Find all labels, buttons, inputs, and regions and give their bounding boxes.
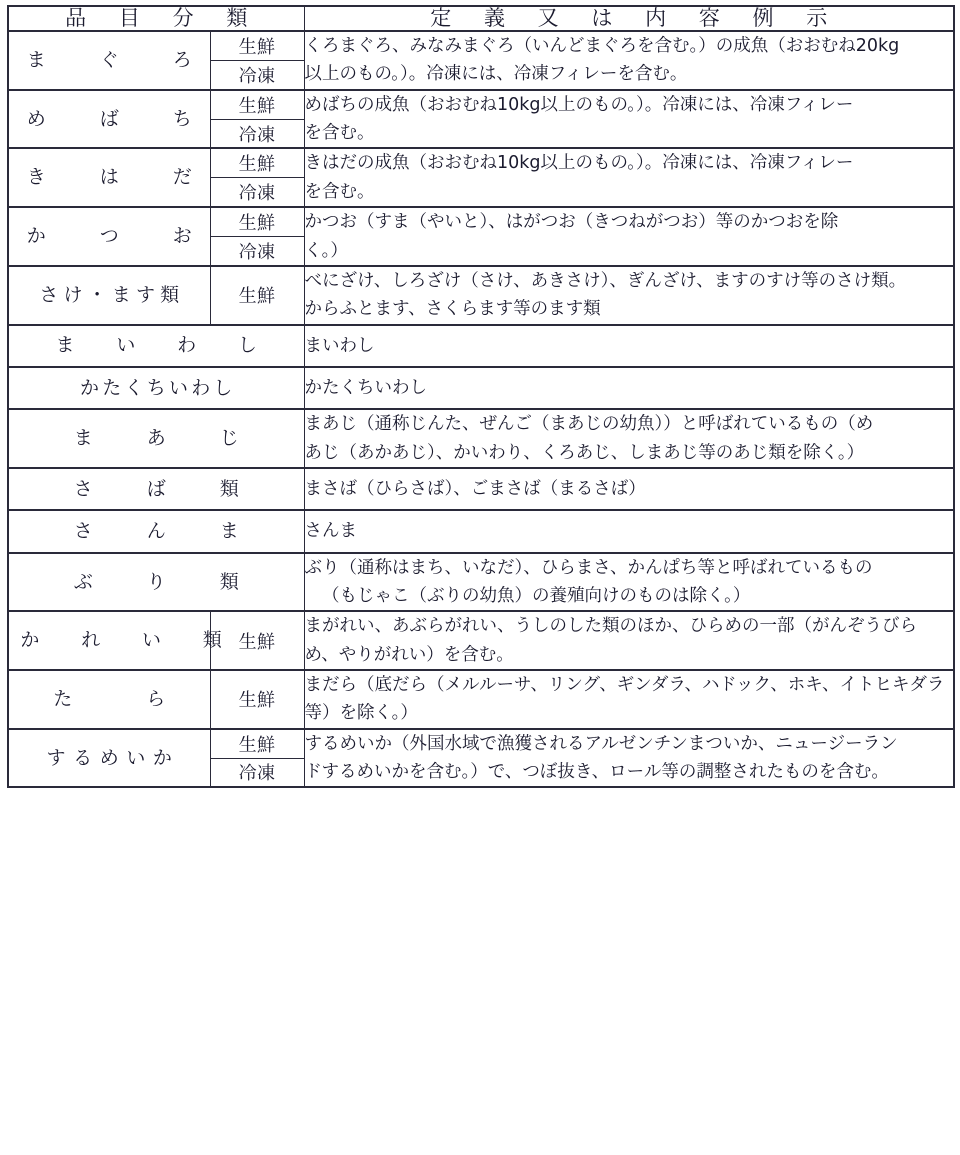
description-line: を含む。 xyxy=(304,181,375,202)
state-cell: 冷凍 xyxy=(210,178,304,207)
column-header-item-classification: 品 目 分 類 xyxy=(8,6,304,31)
description-line: 以上のもの。）。冷凍には、冷凍フィレーを含む。 xyxy=(304,64,688,85)
item-name-cell xyxy=(8,31,210,90)
table-row xyxy=(8,409,954,468)
item-name-cell xyxy=(8,729,210,788)
item-name-cell xyxy=(8,148,210,207)
state-cell: 生鮮 xyxy=(210,729,304,758)
description-line: 等）を除く。） xyxy=(304,703,418,724)
description-line: きはだの成魚（おおむね10kg以上のもの。）。冷凍には、冷凍フィレー xyxy=(304,153,854,174)
item-name: するめいか xyxy=(46,746,180,769)
description-line: さんま xyxy=(304,521,357,542)
state-cell: 冷凍 xyxy=(210,60,304,89)
description-line: めばちの成魚（おおむね10kg以上のもの。）。冷凍には、冷凍フィレー xyxy=(304,94,854,115)
description-line: を含む。 xyxy=(304,123,375,144)
definition-cell xyxy=(304,148,954,207)
definition-cell xyxy=(304,207,954,266)
definition-cell xyxy=(304,729,954,788)
item-name-cell xyxy=(8,553,304,612)
item-name-cell xyxy=(8,90,210,149)
item-name: た ら xyxy=(53,687,193,710)
description-line: べにざけ、しろざけ（さけ、あきさけ）、ぎんざけ、ますのすけ等のさけ類。 xyxy=(304,270,907,291)
item-name: か つ お xyxy=(26,225,210,248)
table-row xyxy=(8,367,954,409)
column-header-definition: 定 義 又 は 内 容 例 示 xyxy=(304,6,954,31)
state-cell: 生鮮 xyxy=(210,31,304,60)
table-header-row xyxy=(8,6,954,31)
item-name-cell xyxy=(8,510,304,552)
table-row xyxy=(8,553,954,612)
item-name: さ ん ま xyxy=(73,520,257,543)
item-name-cell xyxy=(8,325,304,367)
item-name: さ ば 類 xyxy=(73,477,257,500)
state-cell: 冷凍 xyxy=(210,237,304,266)
definition-cell xyxy=(304,409,954,468)
table-row xyxy=(8,90,954,119)
definition-cell xyxy=(304,611,954,670)
state-cell: 生鮮 xyxy=(210,611,304,670)
table-body xyxy=(8,31,954,787)
definition-cell xyxy=(304,510,954,552)
item-name-cell xyxy=(8,611,234,670)
table-row xyxy=(8,611,954,670)
table-row xyxy=(8,266,954,325)
item-name: かたくちいわし xyxy=(80,376,236,399)
item-name: き は だ xyxy=(26,166,210,189)
definition-cell xyxy=(304,553,954,612)
item-name: ま い わ し xyxy=(55,334,269,357)
state-cell: 冷凍 xyxy=(210,119,304,148)
table-header xyxy=(8,6,954,31)
description-line: あじ（あかあじ）、かいわり、くろあじ、しまあじ等のあじ類を除く。） xyxy=(304,442,865,463)
state-cell: 生鮮 xyxy=(210,90,304,119)
state-cell: 生鮮 xyxy=(210,207,304,236)
item-name-cell xyxy=(8,409,304,468)
item-name: さけ・ます類 xyxy=(39,283,185,306)
item-name: か れ い 類 xyxy=(20,629,234,652)
item-name: め ば ち xyxy=(26,107,210,130)
item-name: ま あ じ xyxy=(73,427,257,450)
item-name-cell xyxy=(8,367,304,409)
definition-cell xyxy=(304,367,954,409)
table-row xyxy=(8,31,954,60)
description-line: からふとます、さくらます等のます類 xyxy=(304,299,601,320)
description-line: まさば（ひらさば）、ごまさば（まるさば） xyxy=(304,478,646,499)
description-line: まあじ（通称じんた、ぜんご（まあじの幼魚））と呼ばれているもの（め xyxy=(304,414,874,435)
table-row xyxy=(8,207,954,236)
description-line: （もじゃこ（ぶりの幼魚）の養殖向けのものは除く。） xyxy=(322,585,751,606)
description-line: くろまぐろ、みなみまぐろ（いんどまぐろを含む。）の成魚（おおむね20kg xyxy=(304,36,900,57)
description-line: ドするめいかを含む。）で、つぼ抜き、ロール等の調整されたものを含む。 xyxy=(304,762,889,782)
description-line: まいわし xyxy=(304,335,375,356)
description-line: かつお（すま（やいと）、はがつお（きつねがつお）等のかつおを除 xyxy=(304,212,839,233)
item-name-cell xyxy=(8,468,304,510)
description-line: まだら（底だら（メルルーサ、リング、ギンダラ、ハドック、ホキ、イトヒキダラ xyxy=(304,674,945,695)
description-line: め、やりがれい）を含む。 xyxy=(304,644,514,665)
description-line: まがれい、あぶらがれい、うしのした類のほか、ひらめの一部（がんぞうびら xyxy=(304,616,917,637)
state-cell: 冷凍 xyxy=(210,758,304,787)
definition-cell xyxy=(304,670,954,729)
item-name-cell xyxy=(8,207,210,266)
state-cell: 生鮮 xyxy=(210,148,304,177)
item-classification-table xyxy=(7,5,955,788)
table-row xyxy=(8,670,954,729)
item-name-cell xyxy=(8,266,210,325)
description-line: かたくちいわし xyxy=(304,377,427,398)
description-line: するめいか（外国水域で漁獲されるアルゼンチンまついか、ニュージーラン xyxy=(304,733,898,754)
definition-cell xyxy=(304,468,954,510)
item-name-cell xyxy=(8,670,210,729)
definition-cell xyxy=(304,31,954,90)
definition-cell xyxy=(304,266,954,325)
item-name: ぶ り 類 xyxy=(73,570,257,593)
description-line: く。） xyxy=(304,240,348,261)
table-row xyxy=(8,468,954,510)
description-line: ぶり（通称はまち、いなだ）、ひらまさ、かんぱち等と呼ばれているもの xyxy=(304,557,873,578)
state-cell: 生鮮 xyxy=(210,670,304,729)
table-row xyxy=(8,510,954,552)
table-row xyxy=(8,148,954,177)
state-cell: 生鮮 xyxy=(210,266,304,325)
item-name: ま ぐ ろ xyxy=(26,49,210,72)
definition-cell xyxy=(304,90,954,149)
table-row xyxy=(8,729,954,758)
table-row xyxy=(8,325,954,367)
definition-cell xyxy=(304,325,954,367)
